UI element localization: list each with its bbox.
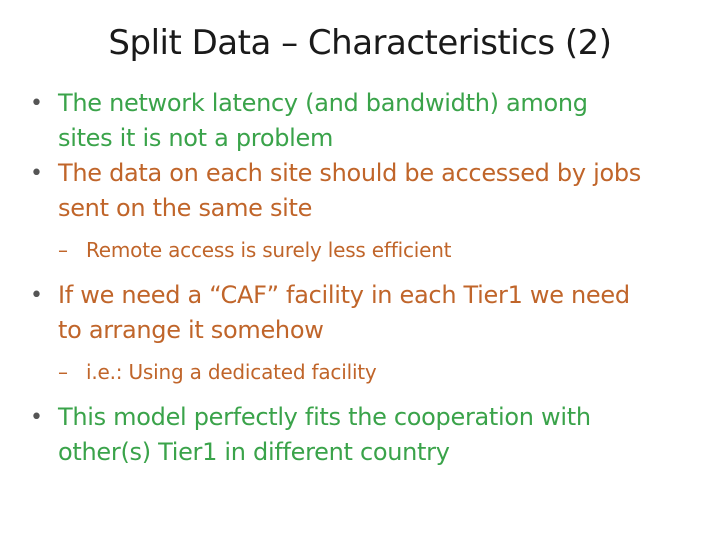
bullet-marker: • — [30, 283, 43, 308]
bullet-line: other(s) Tier1 in different country — [58, 438, 450, 466]
bullet-line: If we need a “CAF” facility in each Tier1 we need — [58, 281, 630, 309]
bullet-line: sent on the same site — [58, 194, 313, 222]
bullet-marker: • — [30, 405, 43, 430]
bullet-line: This model perfectly fits the cooperation with — [58, 403, 591, 431]
sub-bullet-item — [30, 358, 700, 386]
bullet-item — [30, 156, 700, 226]
bullet-line: sites it is not a problem — [58, 124, 334, 152]
bullet-list — [30, 86, 700, 470]
bullet-line: to arrange it somehow — [58, 316, 324, 344]
bullet-marker: • — [30, 161, 43, 186]
bullet-marker: • — [30, 91, 43, 116]
bullet-line: The network latency (and bandwidth) among — [58, 89, 588, 117]
sub-bullet-marker: – — [58, 360, 68, 384]
bullet-line: The data on each site should be accessed by jobs — [58, 159, 641, 187]
sub-bullet-text: Remote access is surely less efficient — [86, 238, 452, 262]
slide-title: Split Data – Characteristics (2) — [108, 23, 612, 63]
sub-bullet-item — [30, 236, 700, 264]
bullet-item — [30, 400, 700, 470]
sub-bullet-marker: – — [58, 238, 68, 262]
sub-bullet-text: i.e.: Using a dedicated facility — [86, 360, 377, 384]
bullet-item — [30, 86, 700, 156]
bullet-item — [30, 278, 700, 348]
